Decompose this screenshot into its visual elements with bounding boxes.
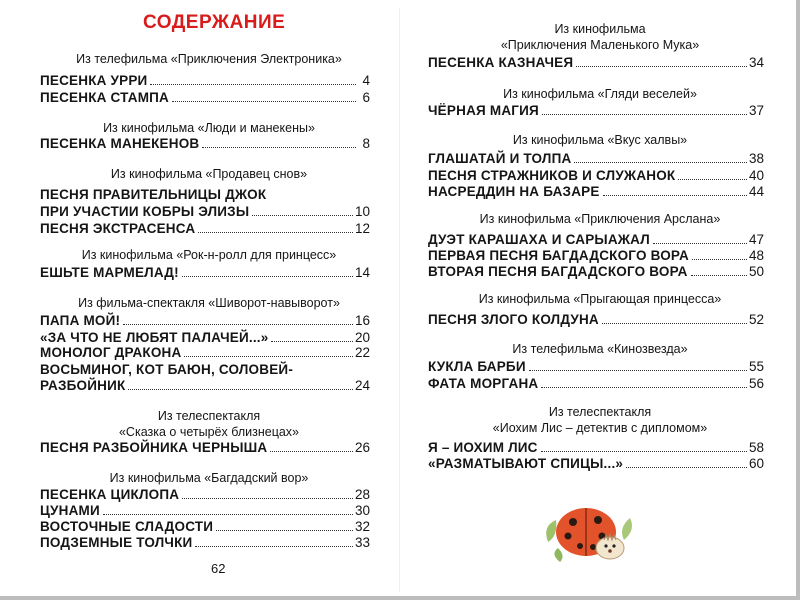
- toc-entry[interactable]: [40, 378, 370, 394]
- entry-title: ПЕСНЯ ЗЛОГО КОЛДУНА: [428, 312, 599, 327]
- section-subtitle: «Сказка о четырёх близнецах»: [118, 425, 300, 439]
- toc-entry[interactable]: [428, 168, 764, 184]
- entry-page: 44: [748, 184, 764, 199]
- entry-page: 8: [362, 136, 370, 151]
- entry-page: 28: [354, 487, 370, 502]
- dot-leader: [270, 451, 353, 452]
- entry-title: ПЕСНЯ РАЗБОЙНИКА ЧЕРНЫША: [40, 440, 268, 455]
- section-title: Из кинофильма «Вкус халвы»: [512, 133, 688, 147]
- toc-entry[interactable]: [40, 221, 370, 237]
- ladybug-hedgehog-icon: [540, 492, 636, 568]
- toc-entry[interactable]: [40, 535, 370, 551]
- dot-leader: [529, 370, 747, 371]
- section-subtitle: «Иохим Лис – детектив с дипломом»: [492, 421, 708, 435]
- toc-entry[interactable]: [40, 313, 370, 329]
- toc-heading: СОДЕРЖАНИЕ: [143, 12, 286, 33]
- dot-leader: [541, 387, 747, 388]
- entry-title: НАСРЕДДИН НА БАЗАРЕ: [428, 184, 600, 199]
- entry-title: «ЗА ЧТО НЕ ЛЮБЯТ ПАЛАЧЕЙ...»: [40, 330, 269, 345]
- dot-leader: [182, 276, 353, 277]
- section-title: Из телеспектакля: [548, 405, 652, 419]
- entry-page: 34: [748, 55, 764, 70]
- dot-leader: [576, 66, 747, 67]
- entry-page: 48: [748, 248, 764, 263]
- entry-title: ЕШЬТЕ МАРМЕЛАД!: [40, 265, 179, 280]
- dot-leader: [103, 514, 353, 515]
- entry-page: 33: [354, 535, 370, 550]
- entry-page: 26: [354, 440, 370, 455]
- section-title: Из кинофильма «Приключения Арслана»: [479, 212, 721, 226]
- toc-entry[interactable]: [40, 487, 370, 503]
- dot-leader: [678, 179, 747, 180]
- toc-entry[interactable]: [428, 456, 764, 472]
- dot-leader: [692, 259, 747, 260]
- section-title: Из телефильма «Приключения Электроника»: [76, 52, 342, 66]
- toc-entry[interactable]: [428, 55, 764, 71]
- entry-title: ПЕСНЯ ЭКСТРАСЕНСА: [40, 221, 196, 236]
- section-title: Из телефильма «Кинозвезда»: [512, 342, 688, 356]
- toc-entry[interactable]: [428, 151, 764, 167]
- entry-title: ПЕСЕНКА КАЗНАЧЕЯ: [428, 55, 574, 70]
- toc-entry[interactable]: [428, 103, 764, 119]
- dot-leader: [202, 147, 356, 148]
- dot-leader: [603, 195, 747, 196]
- section-title: Из кинофильма: [554, 22, 646, 36]
- section-title: Из кинофильма «Багдадский вор»: [109, 471, 309, 485]
- toc-entry[interactable]: [40, 204, 370, 220]
- entry-page: 32: [354, 519, 370, 534]
- entry-page: 30: [354, 503, 370, 518]
- dot-leader: [172, 101, 356, 102]
- entry-page: 37: [748, 103, 764, 118]
- entry-page: 14: [354, 265, 370, 280]
- entry-page: 22: [354, 345, 370, 360]
- dot-leader: [626, 467, 747, 468]
- entry-title: ПЕСНЯ СТРАЖНИКОВ И СЛУЖАНОК: [428, 168, 676, 183]
- hedgehog-nose: [608, 549, 612, 553]
- dot-leader: [541, 451, 747, 452]
- dot-leader: [182, 498, 353, 499]
- entry-title: ВОСТОЧНЫЕ СЛАДОСТИ: [40, 519, 214, 534]
- entry-title: ПЕСЕНКА УРРИ: [40, 73, 148, 88]
- entry-title: ДУЭТ КАРАШАХА И САРЫАЖАЛ: [428, 232, 650, 247]
- entry-page: 55: [748, 359, 764, 374]
- entry-page: 60: [748, 456, 764, 471]
- hedgehog-face: [596, 537, 624, 559]
- entry-title: КУКЛА БАРБИ: [428, 359, 526, 374]
- section-title: Из телеспектакля: [157, 409, 261, 423]
- entry-page: 47: [748, 232, 764, 247]
- entry-page: 16: [354, 313, 370, 328]
- toc-entry[interactable]: [40, 440, 370, 456]
- section-title: Из кинофильма «Продавец снов»: [110, 167, 308, 181]
- dot-leader: [128, 389, 353, 390]
- entry-title: ПРИ УЧАСТИИ КОБРЫ ЭЛИЗЫ: [40, 204, 250, 219]
- toc-entry[interactable]: [428, 359, 764, 375]
- entry-title: «РАЗМАТЫВАЮТ СПИЦЫ...»: [428, 456, 624, 471]
- hedgehog-eye: [604, 544, 607, 547]
- toc-entry[interactable]: [428, 312, 764, 328]
- dot-leader: [150, 84, 356, 85]
- entry-title: ПЕСЕНКА СТАМПА: [40, 90, 170, 105]
- page-number: 62: [211, 561, 226, 576]
- entry-title: Я – ИОХИМ ЛИС: [428, 440, 538, 455]
- toc-entry[interactable]: [40, 265, 370, 281]
- section-title: Из кинофильма «Люди и манекены»: [103, 121, 315, 135]
- entry-title: ВОСЬМИНОГ, КОТ БАЮН, СОЛОВЕЙ-: [40, 362, 294, 377]
- entry-title: ПЕСНЯ ПРАВИТЕЛЬНИЦЫ ДЖОК: [40, 187, 267, 202]
- hedgehog-eye: [612, 544, 615, 547]
- book-spine: [399, 8, 400, 592]
- entry-page: 38: [748, 151, 764, 166]
- toc-entry-line1[interactable]: [40, 362, 370, 378]
- entry-page: 24: [354, 378, 370, 393]
- dot-leader: [271, 341, 353, 342]
- dot-leader: [184, 356, 353, 357]
- entry-title: РАЗБОЙНИК: [40, 378, 126, 393]
- section-title: Из кинофильма «Гляди веселей»: [503, 87, 697, 101]
- entry-title: ГЛАШАТАЙ И ТОЛПА: [428, 151, 572, 166]
- dot-leader: [195, 546, 353, 547]
- entry-page: 40: [748, 168, 764, 183]
- toc-entry[interactable]: [40, 136, 370, 152]
- entry-title: ЧЁРНАЯ МАГИЯ: [428, 103, 539, 118]
- dot-leader: [574, 162, 747, 163]
- entry-page: 4: [362, 73, 370, 88]
- section-title: Из кинофильма «Прыгающая принцесса»: [478, 292, 722, 306]
- entry-title: ПЕСЕНКА МАНЕКЕНОВ: [40, 136, 200, 151]
- entry-title: ЦУНАМИ: [40, 503, 100, 518]
- entry-page: 52: [748, 312, 764, 327]
- dot-leader: [602, 323, 747, 324]
- dot-leader: [198, 232, 353, 233]
- toc-entry[interactable]: [40, 519, 370, 535]
- toc-entry[interactable]: [40, 73, 370, 89]
- dot-leader: [542, 114, 747, 115]
- toc-entry[interactable]: [428, 440, 764, 456]
- entry-title: ФАТА МОРГАНА: [428, 376, 539, 391]
- toc-entry[interactable]: [428, 248, 764, 264]
- entry-page: 12: [354, 221, 370, 236]
- toc-entry[interactable]: [428, 376, 764, 392]
- section-title: Из кинофильма «Рок-н-ролл для принцесс»: [81, 248, 337, 262]
- entry-title: ПОДЗЕМНЫЕ ТОЛЧКИ: [40, 535, 193, 550]
- section-subtitle: «Приключения Маленького Мука»: [500, 38, 700, 52]
- toc-entry[interactable]: [428, 232, 764, 248]
- entry-title: МОНОЛОГ ДРАКОНА: [40, 345, 182, 360]
- section-title: Из фильма-спектакля «Шиворот-навыворот»: [78, 296, 340, 310]
- dot-leader: [691, 275, 747, 276]
- entry-page: 50: [748, 264, 764, 279]
- entry-title: ВТОРАЯ ПЕСНЯ БАГДАДСКОГО ВОРА: [428, 264, 688, 279]
- entry-page: 58: [748, 440, 764, 455]
- entry-page: 10: [354, 204, 370, 219]
- toc-entry[interactable]: [428, 184, 764, 200]
- dot-leader: [653, 243, 747, 244]
- toc-entry[interactable]: [428, 264, 764, 280]
- toc-entry[interactable]: [40, 503, 370, 519]
- toc-entry-line1[interactable]: [40, 187, 370, 203]
- dot-leader: [123, 324, 353, 325]
- entry-page: 20: [354, 330, 370, 345]
- dot-leader: [216, 530, 353, 531]
- entry-page: 6: [362, 90, 370, 105]
- entry-title: ПАПА МОЙ!: [40, 313, 121, 328]
- toc-entry[interactable]: [40, 330, 370, 346]
- entry-page: 56: [748, 376, 764, 391]
- toc-entry[interactable]: [40, 90, 370, 106]
- entry-title: ПЕРВАЯ ПЕСНЯ БАГДАДСКОГО ВОРА: [428, 248, 689, 263]
- dot-leader: [252, 215, 353, 216]
- toc-entry[interactable]: [40, 345, 370, 361]
- entry-title: ПЕСЕНКА ЦИКЛОПА: [40, 487, 180, 502]
